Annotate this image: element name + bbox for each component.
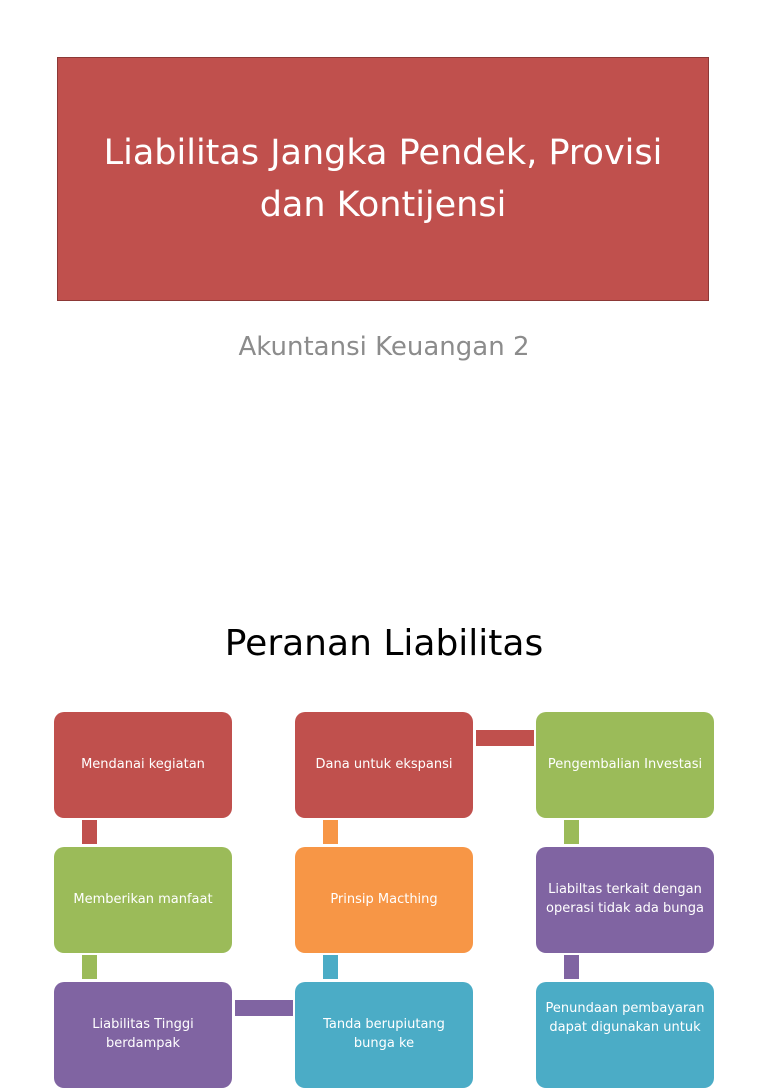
node-label: Memberikan manfaat: [73, 891, 213, 907]
connector: [476, 730, 534, 746]
node-liabilitas-tinggi: [54, 982, 232, 1088]
node-label: Mendanai kegiatan: [81, 756, 205, 772]
diagram-title: Peranan Liabilitas: [224, 623, 544, 664]
node-mendanai-kegiatan: [54, 712, 232, 818]
connector: [323, 955, 338, 979]
connector: [82, 820, 97, 844]
connector: [235, 1000, 293, 1016]
node-prinsip-matching: [295, 847, 473, 953]
node-label: Penundaan pembayaran dapat digunakan untuk: [545, 1001, 705, 1035]
node-label: Dana untuk ekspansi: [315, 756, 453, 772]
diagram-slide: [0, 576, 768, 1051]
node-liabilitas-operasi: [536, 847, 714, 953]
node-dana-ekspansi: [295, 712, 473, 818]
slide-subtitle: Akuntansi Keuangan 2: [238, 332, 530, 362]
node-label: Pengembalian Investasi: [547, 756, 703, 772]
node-pengembalian-investasi: [536, 712, 714, 818]
node-memberikan-manfaat: [54, 847, 232, 953]
node-label: Prinsip Macthing: [330, 891, 438, 907]
slide-title-line-1: Liabilitas Jangka Pendek, Provisi: [103, 132, 663, 173]
connector: [82, 955, 97, 979]
title-box: [57, 57, 709, 301]
node-label: Liabilitas Tinggi berdampak: [92, 1017, 194, 1051]
node-tanda-berupiutang: [295, 982, 473, 1088]
slide-title-line-2: dan Kontijensi: [259, 185, 507, 225]
node-label: Liabiltas terkait dengan operasi tidak ada bunga: [546, 882, 704, 916]
slide-title: [73, 127, 693, 232]
node-label: Tanda berupiutang bunga ke: [323, 1017, 445, 1051]
node-penundaan-pembayaran: [536, 982, 714, 1088]
connector: [564, 955, 579, 979]
connector: [323, 820, 338, 844]
connector: [564, 820, 579, 844]
